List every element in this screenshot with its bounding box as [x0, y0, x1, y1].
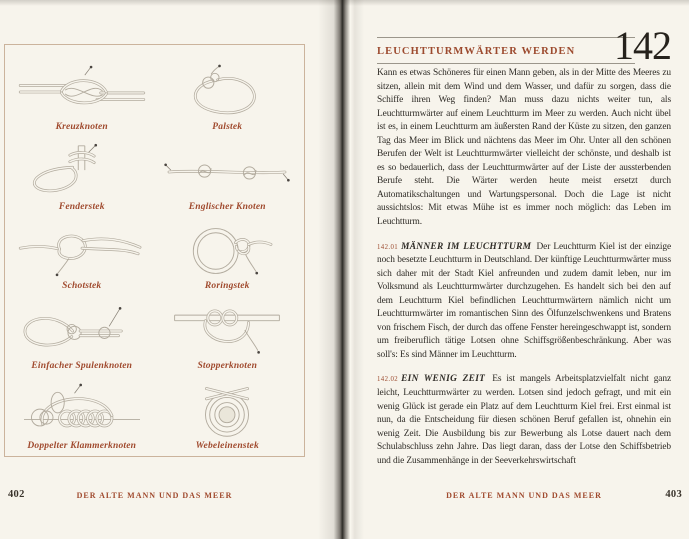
webeleinenstek-illustration — [159, 382, 295, 440]
knot-figure-doppelter-klammerknoten — [9, 372, 155, 452]
stopperknoten-illustration — [159, 302, 295, 360]
knot-label: Kreuzknoten — [55, 121, 108, 132]
section-paragraph-2 — [377, 373, 671, 468]
kreuzknoten-illustration — [14, 63, 150, 121]
roringstek-illustration — [159, 222, 295, 280]
knot-figure-stopperknoten — [155, 292, 301, 372]
chapter-title-block — [377, 37, 635, 64]
schotstek-illustration — [14, 222, 150, 280]
einfacher-spulenknoten-illustration — [14, 302, 150, 360]
knot-label: Fenderstek — [58, 201, 105, 212]
knot-figure-palstek — [155, 53, 301, 133]
knot-label: Roringstek — [204, 281, 250, 292]
section-ref: 142.02 — [377, 376, 399, 384]
knot-label: Einfacher Spulenknoten — [31, 361, 133, 372]
section-heading: MÄNNER IM LEUCHTTURM — [401, 241, 532, 252]
knot-label: Schotstek — [62, 281, 102, 292]
knot-label: Englischer Knoten — [188, 201, 266, 212]
knot-label: Webeleinenstek — [195, 441, 259, 451]
knot-label: Palstek — [212, 121, 243, 132]
knot-label: Doppelter Klammerknoten — [27, 441, 137, 451]
knot-figure-webeleinenstek — [155, 372, 301, 452]
knot-figure-roringstek — [155, 213, 301, 293]
chapter-title: LEUCHTTURMWÄRTER WERDEN — [377, 46, 576, 57]
knot-figure-kreuzknoten — [9, 53, 155, 133]
intro-paragraph: Kann es etwas Schöneres für einen Mann geben, als in der Mitte des Meeres zu sitzen, allein mit dem Wind und dem Wasser, und dafür zu sorgen, dass die Schiffe ihren Weg finden? Man muss dazu nichts weiter tun, als Leuchtturmwärter auf einem Leuchtturm im Meer zu werden. Auch nicht übel ist es, in einem Leuchtturm am äußersten Rand der Küste zu sitzen, den ganzen Tag das Meer im Blick und nächtens das Meer im Ohr. Unter all den schönen Berufen der Welt ist Leuchtturmwärter vielleicht der schönste, und deshalb ist es so bedauerlich, dass der Leuchtturmwärter auf der Liste der aussterbenden Berufe steht. Die Wärter werden heute meist ersetzt durch Automatikschaltungen und Wartungspersonal. Doch die Lage ist nicht aussichtslos: Mit etwas Mühe ist es immer noch möglich: das Leben im Leuchtturm. — [377, 68, 671, 228]
section-ref: 142.01 — [377, 243, 399, 251]
knot-figure-schotstek — [9, 213, 155, 293]
body-text-column — [377, 67, 671, 488]
knot-figure-fenderstek — [9, 133, 155, 213]
doppelter-klammerknoten-illustration — [14, 382, 150, 440]
right-page — [338, 0, 689, 539]
chapter-number: 142 — [614, 23, 671, 68]
fenderstek-illustration — [14, 143, 150, 201]
section-text: Der Leuchtturm Kiel ist der einzige noch besetzte Leuchtturm in Deutschland. Der künftige Leuchtturmwärter muss sich daher mit der Stadt Kiel anfreunden und zudem damit leben, nur im Volksmund als Leuchtturmwärter durchzugehen. Es handelt sich bei den auf dem Leuchtturm Kiel befindlichen Leuchtturmwärtern nämlich nicht um Leuchtturmwärter im romantischen Sinn des Ölfunzelschwenkens und Bratens von frischem Fisch, der durch das offene Fenster hereingeschwappt ist, sondern um freiberuflich tätige Lotsen ohne Schiffsgrößenbeschränkung. Aber was soll's: Es sind Männer im Leuchtturm. — [377, 241, 671, 360]
left-page — [0, 0, 338, 539]
section-text: Es ist mangels Arbeitsplatzvielfalt nicht ganz leicht, Leuchtturmwärter zu werden. Lotsen sind jedoch gefragt, und mit ein wenig Glück ist gerade ein Platz auf dem Leuchtturm Kiel frei. Erst einmal ist nun, da die Entscheidung für diesen schönen Beruf gefallen ist, ohnehin ein wenig Zeit. Die Ausbildung bis zur Bewerbung als Lotse dauert nach dem Schulabschluss zehn Jahre. Das liegt daran, dass der Lotse den Schiffsbetrieb und die Zusammenhänge in der Seeverkehrswirtschaft — [377, 374, 671, 466]
englischer-knoten-illustration — [159, 143, 295, 201]
section-paragraph-1 — [377, 241, 671, 363]
knot-figure-englischer-knoten — [155, 133, 301, 213]
palstek-illustration — [159, 63, 295, 121]
left-page-number: 402 — [8, 489, 25, 500]
section-heading: EIN WENIG ZEIT — [401, 374, 486, 385]
right-page-number: 403 — [665, 489, 682, 500]
right-running-title: DER ALTE MANN UND DAS MEER — [446, 491, 602, 500]
knot-plate — [4, 44, 305, 457]
left-running-title: DER ALTE MANN UND DAS MEER — [76, 491, 233, 500]
knot-label: Stopperknoten — [197, 361, 258, 372]
knot-figure-einfacher-spulenknoten — [9, 292, 155, 372]
chapter-header — [377, 23, 671, 68]
